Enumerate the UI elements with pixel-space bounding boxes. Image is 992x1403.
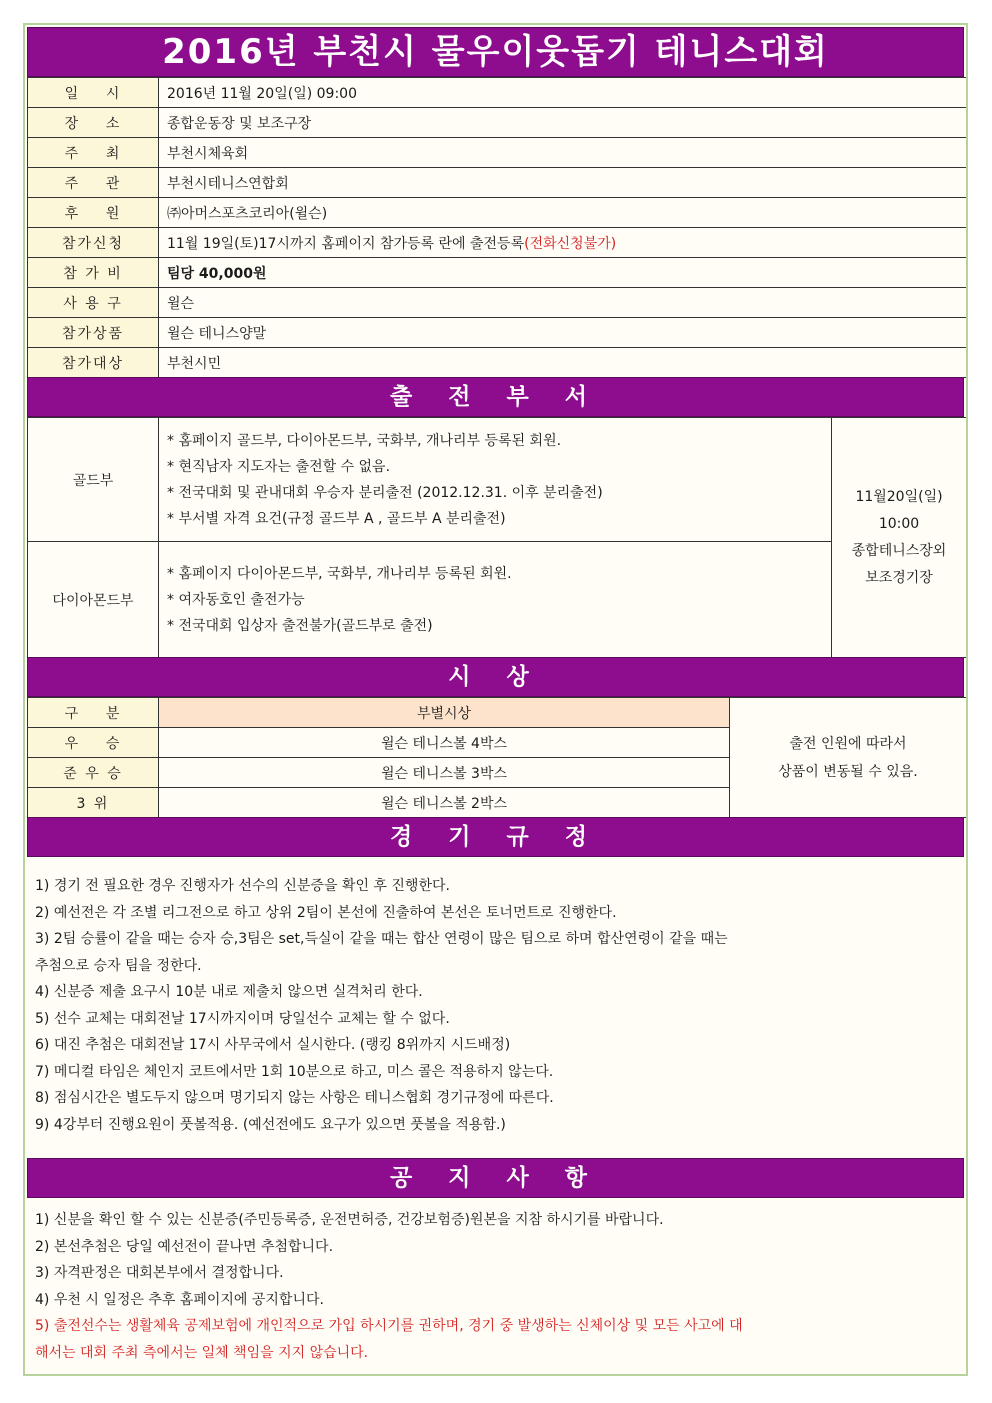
info-label: 참가신청 — [28, 228, 159, 258]
rule-line: 8) 점심시간은 별도두지 않으며 명기되지 않는 사항은 테니스협회 경기규정에 따른다. — [35, 1090, 554, 1106]
division-label-diamond: 다이아몬드부 — [28, 542, 159, 658]
notice-line: 3) 자격판정은 대회본부에서 결정합니다. — [35, 1265, 284, 1281]
info-value: ㈜아머스포츠코리아(윌슨) — [159, 198, 967, 228]
rules-heading: 경 기 규 정 — [27, 817, 964, 857]
info-table — [27, 77, 967, 378]
info-row — [28, 198, 967, 228]
notice-heading: 공 지 사 항 — [27, 1158, 964, 1198]
info-label: 사 용 구 — [28, 288, 159, 318]
awards-header-label: 구 분 — [28, 698, 159, 728]
info-value: 부천시체육회 — [159, 138, 967, 168]
rule-line: 7) 메디컬 타임은 체인지 코트에서만 1회 10분으로 하고, 미스 콜은 적용하지 않는다. — [35, 1063, 554, 1080]
division-rule-line: * 여자동호인 출전가능 — [167, 591, 305, 608]
notice-warning-line: 해서는 대회 주최 측에서는 일체 책임을 지지 않습니다. — [35, 1344, 369, 1361]
info-row — [28, 78, 967, 108]
info-value: 윌슨 테니스양말 — [159, 318, 967, 348]
awards-heading: 시 상 — [27, 657, 964, 697]
awards-header-row — [28, 698, 967, 728]
rules-list — [27, 873, 964, 1138]
registration-text: 11월 19일(토)17시까지 홈페이지 참가등록 란에 출전등록 — [167, 235, 525, 252]
awards-note-line: 출전 인원에 따라서 — [789, 735, 907, 752]
schedule-time: 10:00 — [878, 515, 920, 532]
rule-line: 4) 신분증 제출 요구시 10분 내로 제출치 않으면 실격처리 한다. — [35, 984, 423, 1000]
info-row — [28, 288, 967, 318]
division-heading: 출 전 부 서 — [27, 377, 964, 417]
entry-fee-value: 팀당 40,000원 — [159, 258, 967, 288]
registration-warning: (전화신청불가) — [524, 235, 617, 252]
notice-line: 1) 신분을 확인 할 수 있는 신분증(주민등록증, 운전면허증, 건강보험증)원본을 지참 하시기를 바랍니다. — [35, 1212, 664, 1228]
info-value: 부천시테니스연합회 — [159, 168, 967, 198]
info-value: 윌슨 — [159, 288, 967, 318]
awards-note-line: 상품이 변동될 수 있음. — [778, 763, 918, 780]
info-label: 참 가 비 — [28, 258, 159, 288]
info-label: 주 관 — [28, 168, 159, 198]
info-row — [28, 258, 967, 288]
rule-line: 9) 4강부터 진행요원이 풋볼적용. (예선전에도 요구가 있으면 풋볼을 적용함.) — [35, 1116, 506, 1133]
division-row-gold — [28, 418, 967, 542]
awards-prize: 윌슨 테니스볼 3박스 — [159, 758, 730, 788]
info-value: 2016년 11월 20일(일) 09:00 — [159, 78, 967, 108]
division-rules-diamond — [159, 542, 832, 658]
page-title: 2016년 부천시 물우이웃돕기 테니스대회 — [27, 27, 964, 77]
division-rule-line: * 부서별 자격 요건(규정 골드부 A , 골드부 A 분리출전) — [167, 510, 506, 527]
info-value: 종합운동장 및 보조구장 — [159, 108, 967, 138]
awards-rank: 3 위 — [28, 788, 159, 818]
info-row — [28, 348, 967, 378]
awards-prize: 윌슨 테니스볼 2박스 — [159, 788, 730, 818]
division-table — [27, 417, 967, 658]
rule-line: 3) 2팀 승률이 같을 때는 승자 승,3팀은 set,득실이 같을 때는 합산 연령이 많은 팀으로 하며 합산연령이 같을 때는 — [35, 931, 728, 947]
awards-header-value: 부별시상 — [159, 698, 730, 728]
rule-line: 추첨으로 승자 팀을 정한다. — [35, 957, 202, 974]
info-value: 부천시민 — [159, 348, 967, 378]
document-sheet — [23, 23, 968, 1376]
rule-line: 5) 선수 교체는 대회전날 17시까지이며 당일선수 교체는 할 수 없다. — [35, 1010, 450, 1027]
schedule-venue: 종합테니스장외 — [851, 542, 947, 559]
division-row-diamond — [28, 542, 967, 658]
info-label: 후 원 — [28, 198, 159, 228]
schedule-cell — [832, 418, 967, 658]
info-value — [159, 228, 967, 258]
info-label: 참가대상 — [28, 348, 159, 378]
rule-line: 6) 대진 추첨은 대회전날 17시 사무국에서 실시한다. (랭킹 8위까지 시드배정) — [35, 1037, 511, 1053]
notice-warning-line: 5) 출전선수는 생활체육 공제보험에 개인적으로 가입 하시기를 권하며, 경기 중 발생하는 신체이상 및 모든 사고에 대 — [35, 1318, 743, 1334]
division-label-gold: 골드부 — [28, 418, 159, 542]
awards-rank: 우 승 — [28, 728, 159, 758]
division-rule-line: * 홈페이지 다이아몬드부, 국화부, 개나리부 등록된 회원. — [167, 565, 512, 582]
info-row — [28, 108, 967, 138]
awards-table — [27, 697, 967, 818]
schedule-date: 11월20일(일) — [855, 488, 943, 505]
schedule-venue-sub: 보조경기장 — [865, 569, 933, 586]
notice-line: 2) 본선추첨은 당일 예선전이 끝나면 추첨합니다. — [35, 1238, 334, 1255]
rule-line: 1) 경기 전 필요한 경우 진행자가 선수의 신분증을 확인 후 진행한다. — [35, 878, 450, 894]
info-label: 주 최 — [28, 138, 159, 168]
info-label: 참가상품 — [28, 318, 159, 348]
division-rule-line: * 홈페이지 골드부, 다이아몬드부, 국화부, 개나리부 등록된 회원. — [167, 432, 562, 449]
notice-line: 4) 우천 시 일정은 추후 홈페이지에 공지합니다. — [35, 1291, 324, 1308]
division-rules-gold — [159, 418, 832, 542]
awards-note — [730, 698, 967, 818]
info-label: 일 시 — [28, 78, 159, 108]
division-rule-line: * 전국대회 입상자 출전불가(골드부로 출전) — [167, 617, 433, 634]
info-label: 장 소 — [28, 108, 159, 138]
info-row — [28, 138, 967, 168]
awards-prize: 윌슨 테니스볼 4박스 — [159, 728, 730, 758]
rule-line: 2) 예선전은 각 조별 리그전으로 하고 상위 2팀이 본선에 진출하여 본선은 토너먼트로 진행한다. — [35, 904, 617, 921]
notice-list — [27, 1207, 964, 1366]
info-row — [28, 318, 967, 348]
division-rule-line: * 전국대회 및 관내대회 우승자 분리출전 (2012.12.31. 이후 분리출전) — [167, 484, 603, 501]
info-row — [28, 228, 967, 258]
awards-rank: 준 우 승 — [28, 758, 159, 788]
info-row — [28, 168, 967, 198]
division-rule-line: * 현직남자 지도자는 출전할 수 없음. — [167, 458, 391, 475]
